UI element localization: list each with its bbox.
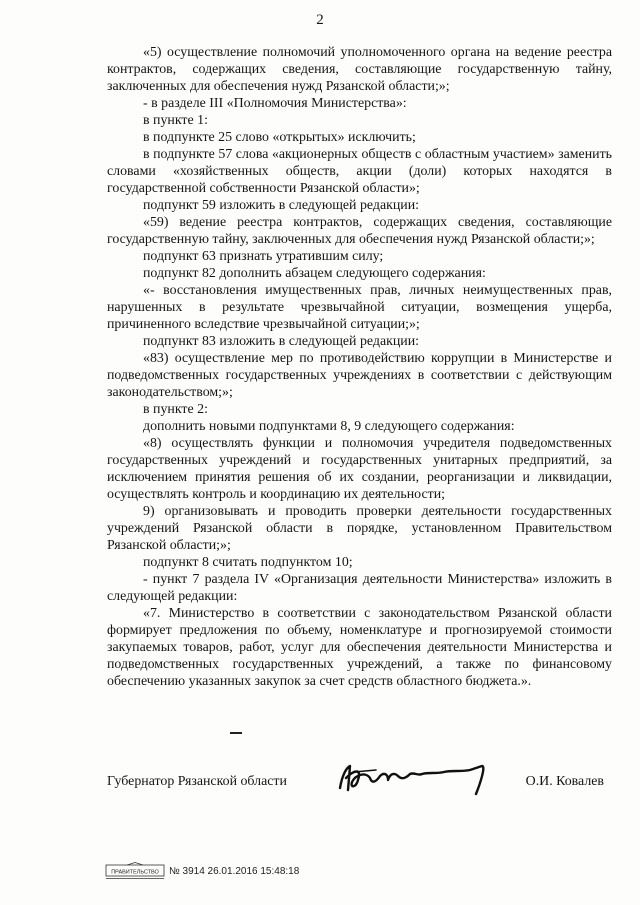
paragraph: «5) осуществление полномочий уполномоченного органа на ведение реестра контрактов, содержащих сведения, составляющие государственную тайну, заключенных для обеспечения нужд Рязанской области;»; — [107, 45, 612, 94]
logo-text: ПРАВИТЕЛЬСТВО — [111, 869, 159, 876]
paragraph: подпункт 59 изложить в следующей редакции: — [143, 198, 420, 213]
paragraph: «- восстановления имущественных прав, личных неимущественных прав, нарушенных в результате чрезвычайной ситуации, возмещения ущерба, причиненного вследствие чрезвычайной ситуации;»; — [107, 283, 612, 332]
paragraph: 9) организовывать и проводить проверки деятельности государственных учреждений Рязанской области в порядке, установленном Правительством Рязанской области;»; — [107, 504, 612, 553]
paragraph: в подпункте 25 слово «открытых» исключить; — [143, 130, 416, 145]
paragraph: - в разделе III «Полномочия Министерства»: — [143, 96, 407, 111]
paragraph: дополнить новыми подпунктами 8, 9 следующего содержания: — [143, 419, 515, 434]
paragraph: в пункте 1: — [143, 113, 208, 128]
handwritten-signature — [332, 758, 507, 798]
paragraph: подпункт 63 признать утратившим силу; — [143, 249, 384, 264]
paragraph: «83) осуществление мер по противодействию коррупции в Министерстве и подведомственных государственных учреждениях в соответствии с действующим законодательством;»; — [107, 351, 612, 400]
registration-stamp: № 3914 26.01.2016 15:48:18 — [169, 865, 300, 877]
paragraph: подпункт 83 изложить в следующей редакции: — [143, 334, 420, 349]
paragraph: в пункте 2: — [143, 402, 208, 417]
signatory-name: О.И. Ковалев — [525, 774, 604, 789]
document-body — [107, 44, 612, 690]
separator-dash — [230, 732, 242, 734]
paragraph: - пункт 7 раздела IV «Организация деятельности Министерства» изложить в следующей редакции: — [107, 572, 612, 604]
signatory-position: Губернатор Рязанской области — [107, 774, 287, 789]
government-logo-icon — [105, 862, 165, 880]
paragraph: в подпункте 57 слова «акционерных обществ с областным участием» заменить словами «хозяйственных обществ, акции (доли) которых находятся в государственной собственности Рязанской области»; — [107, 147, 612, 196]
paragraph: подпункт 82 дополнить абзацем следующего содержания: — [143, 266, 486, 281]
paragraph: «7. Министерство в соответствии с законодательством Рязанской области формирует предложения по объему, номенклатуре и прогнозируемой стоимости закупаемых товаров, работ, услуг для обеспечения деятельности Министерства и подведомственных государственных учреждений, а также по финансовому обеспечению указанных закупок за счет средств областного бюджета.». — [107, 606, 612, 689]
paragraph: «59) ведение реестра контрактов, содержащих сведения, составляющие государственную тайну, заключенных для обеспечения нужд Рязанской области;»; — [107, 215, 612, 247]
paragraph: подпункт 8 считать подпунктом 10; — [143, 555, 353, 570]
paragraph: «8) осуществлять функции и полномочия учредителя подведомственных государственных учреждений и государственных унитарных предприятий, за исключением принятия решения об их создании, реорганизации и ликвидации, осуществлять контроль и координацию их деятельности; — [107, 436, 612, 502]
registration-footer — [105, 862, 299, 880]
page-number: 2 — [316, 12, 324, 28]
